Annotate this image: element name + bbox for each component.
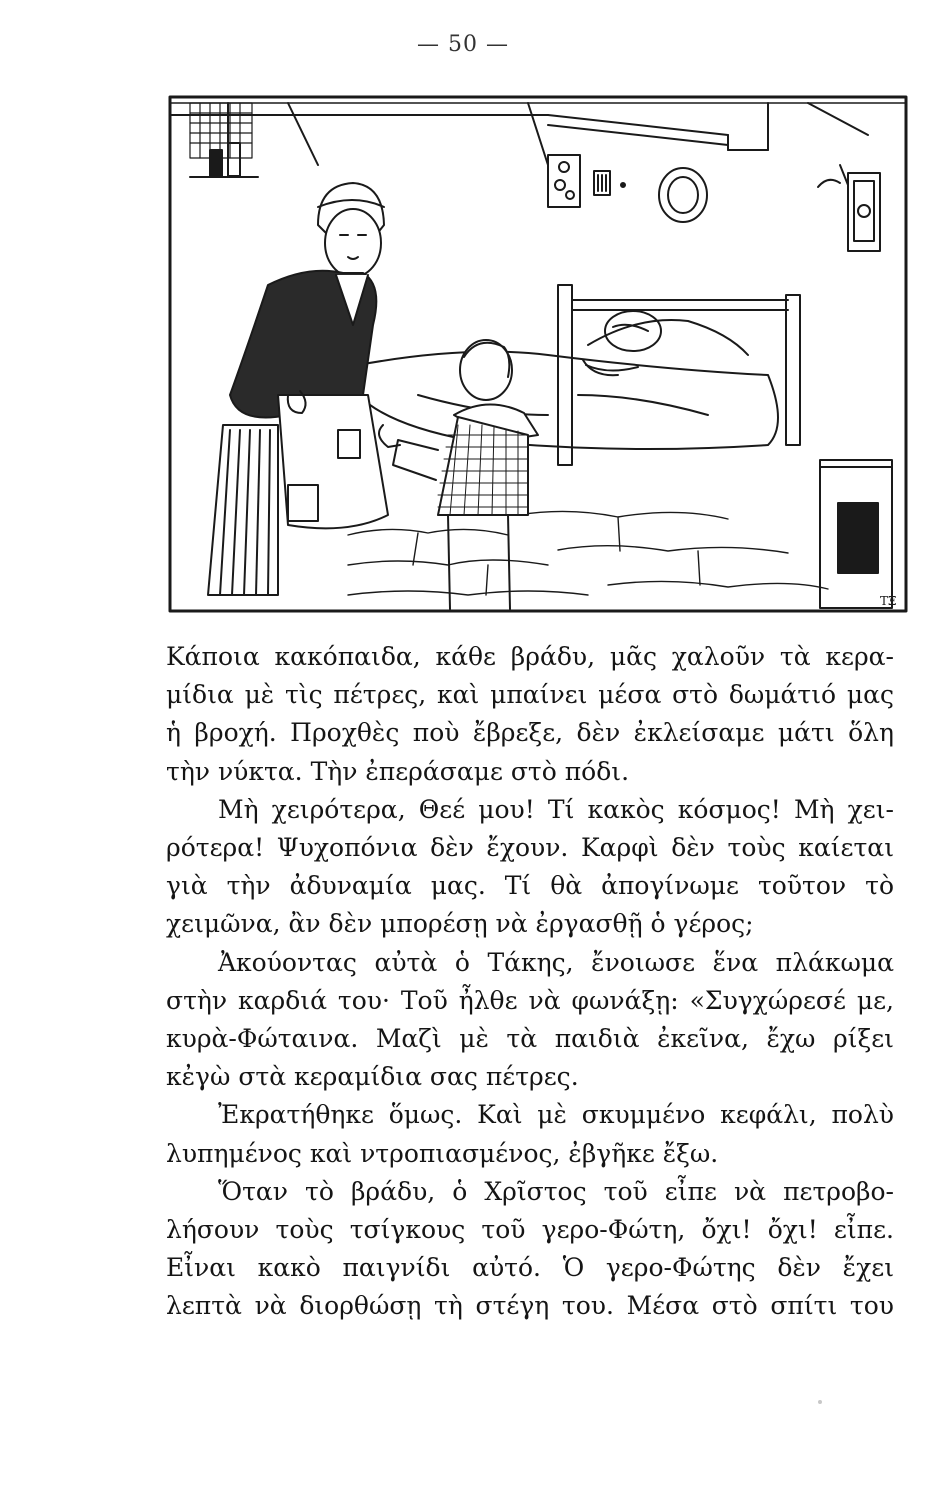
paper-speck bbox=[818, 1400, 822, 1404]
boy-in-sailor-suit bbox=[379, 340, 538, 609]
text-line: ρότερα! Ψυχοπόνια δὲν ἔχουν. Καρφὶ δὲν τοὺς καίεται bbox=[166, 833, 894, 863]
text-line: τὴν νύκτα. Τὴν ἐπεράσαμε στὸ πόδι. bbox=[166, 756, 630, 786]
text-line: γιὰ τὴν ἀδυναμία μας. Τί θὰ ἀπογίνωμε τοῦτον τὸ bbox=[166, 871, 894, 901]
page-number: — 50 — bbox=[417, 32, 509, 57]
text-line: Ἀκούοντας αὐτὰ ὁ Τάκης, ἔνοιωσε ἕνα πλάκωμα bbox=[218, 947, 894, 977]
paragraph-4 bbox=[166, 1096, 894, 1172]
text-line: Μὴ χειρότερα, Θεέ μου! Τί κακὸς κόσμος! Μὴ χει- bbox=[218, 794, 894, 824]
bed bbox=[358, 285, 800, 465]
text-line: Εἶναι κακὸ παιγνίδι αὐτό. Ὁ γερο-Φώτης δὲν ἔχει bbox=[166, 1253, 894, 1283]
text-line: κἐγὼ στὰ κεραμίδια σας πέτρες. bbox=[166, 1062, 579, 1092]
text-line: ἡ βροχή. Προχθὲς ποὺ ἔβρεξε, δὲν ἐκλείσαμε μάτι ὅλη bbox=[166, 718, 894, 748]
wall-picture-left bbox=[548, 155, 580, 207]
text-line: μίδια μὲ τὶς πέτρες, καὶ μπαίνει μέσα στὸ δωμάτιό μας bbox=[166, 680, 894, 710]
paragraph-1 bbox=[166, 638, 894, 791]
text-line: Κάποια κακόπαιδα, κάθε βράδυ, μᾶς χαλοῦν τὰ κερα- bbox=[166, 642, 894, 671]
illustration-grandmother-and-boy bbox=[168, 95, 908, 615]
paragraph-5 bbox=[166, 1173, 894, 1326]
wall-picture-right bbox=[818, 165, 880, 251]
text-line: λυπημένος καὶ ντροπιασμένος, ἐβγῆκε ἔξω. bbox=[166, 1138, 719, 1168]
stove bbox=[820, 460, 892, 608]
wall-clock bbox=[594, 171, 625, 195]
text-line: Ὅταν τὸ βράδυ, ὁ Χρῖστος τοῦ εἶπε νὰ πετροβο- bbox=[218, 1176, 894, 1206]
wall-mirror bbox=[659, 168, 707, 222]
paragraph-2 bbox=[166, 791, 894, 944]
text-line: στὴν καρδιά του· Τοῦ ἦλθε νὰ φωνάξῃ: «Συγχώρεσέ με, bbox=[166, 985, 894, 1015]
body-text bbox=[166, 638, 894, 1326]
paragraph-3 bbox=[166, 944, 894, 1097]
stone-floor bbox=[348, 511, 828, 595]
text-line: Ἐκρατήθηκε ὅμως. Καὶ μὲ σκυμμένο κεφάλι, πολὺ bbox=[218, 1100, 894, 1130]
text-line: λήσουν τοὺς τσίγκους τοῦ γερο-Φώτη, ὄχι! ὄχι! εἶπε. bbox=[166, 1215, 894, 1245]
text-line: λεπτὰ νὰ διορθώσῃ τὴ στέγη του. Μέσα στὸ σπίτι του bbox=[166, 1291, 894, 1321]
grandmother bbox=[208, 183, 388, 595]
ceiling-beams bbox=[170, 103, 868, 175]
text-line: κυρὰ-Φώταινα. Μαζὶ μὲ τὰ παιδιὰ ἐκεῖνα, ἔχω ρίξει bbox=[166, 1024, 894, 1054]
text-line: χειμῶνα, ἂν δὲν μπορέσῃ νὰ ἐργασθῇ ὁ γέρος; bbox=[166, 909, 754, 939]
illustrator-signature: ΤΞ bbox=[880, 594, 897, 608]
